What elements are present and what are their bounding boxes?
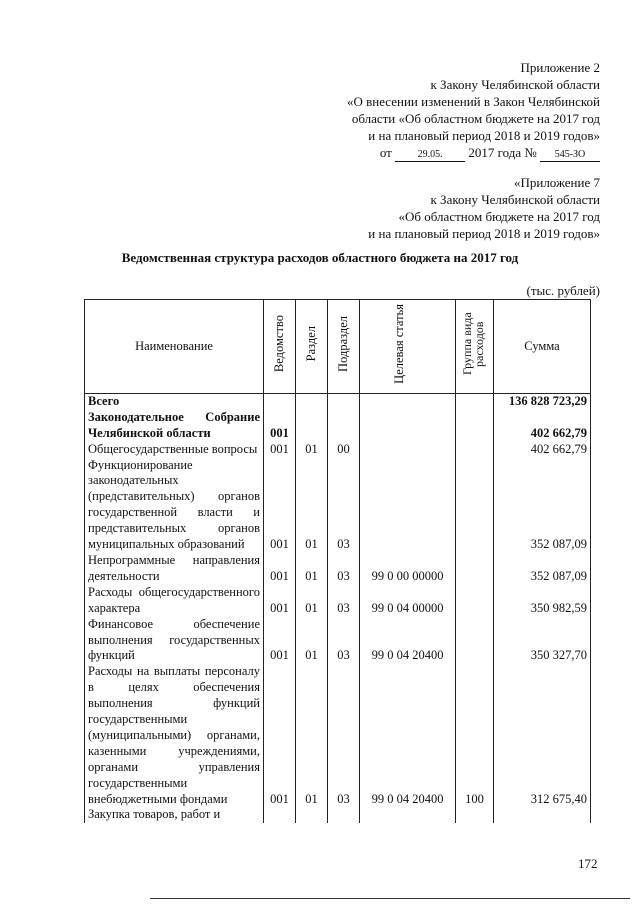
- table-row: Расходы общегосударственного характера 001 01 03 99 0 04 00000 350 982,59: [85, 585, 591, 617]
- header-line: «О внесении изменений в Закон Челябинской: [346, 94, 600, 109]
- law-date: 29.05.: [395, 149, 465, 162]
- units-label: (тыс. рублей): [526, 283, 600, 298]
- col-header-name: Наименование: [85, 300, 264, 394]
- table-row: Всего 136 828 723,29: [85, 393, 591, 409]
- header-line: и на плановый период 2018 и 2019 годов»: [368, 226, 600, 241]
- document-title: Ведомственная структура расходов областного бюджета на 2017 год: [121, 250, 519, 265]
- table-row: Закупка товаров, работ и: [85, 807, 591, 823]
- header-line: к Закону Челябинской области: [430, 77, 600, 92]
- table-row: Финансовое обеспечение выполнения государственных функций 001 01 03 99 0 04 20400 350 327,70: [85, 617, 591, 665]
- header-line: «Приложение 7: [513, 175, 600, 190]
- year-label: 2017 года №: [468, 145, 537, 160]
- col-header-target: Целевая статья: [360, 300, 456, 394]
- law-date-number-line: [347, 144, 600, 162]
- col-header-razdel: Раздел: [296, 300, 328, 394]
- budget-structure-table: [84, 299, 591, 823]
- page-number: 172: [578, 856, 598, 871]
- header-line: Приложение 2: [520, 60, 600, 75]
- header-line: области «Об областном бюджете на 2017 год: [351, 111, 600, 126]
- table-row: Функционирование законодательных (представительных) органов государственной власти и представительных органов муниципальных образований 001 01 03 352 087,09: [85, 458, 591, 553]
- from-label: от: [379, 145, 392, 160]
- col-header-group: Группа вида расходов: [456, 300, 494, 394]
- header-line: и на плановый период 2018 и 2019 годов»: [368, 128, 600, 143]
- col-header-podrazdel: Подраздел: [328, 300, 360, 394]
- col-header-sum: Сумма: [494, 300, 591, 394]
- header-line: «Об областном бюджете на 2017 год: [398, 209, 600, 224]
- bottom-rule: [150, 898, 630, 899]
- table-row: Непрограммные направления деятельности 001 01 03 99 0 00 00000 352 087,09: [85, 553, 591, 585]
- table-header-row: [85, 300, 591, 394]
- header-line: к Закону Челябинской области: [430, 192, 600, 207]
- table-row: Расходы на выплаты персоналу в целях обеспечения выполнения функций государственными (муниципальными) органами, казенными учреждениями, органами управления государственными внебюджетными фондами 001 01 03 99 0 04 20400 100 312 675,40: [85, 664, 591, 807]
- law-number: 545-ЗО: [540, 149, 600, 162]
- table-row: Законодательное Собрание Челябинской области 001 402 662,79: [85, 410, 591, 442]
- table-row: Общегосударственные вопросы 001 01 00 402 662,79: [85, 442, 591, 458]
- appendix-2-header: [347, 59, 600, 162]
- appendix-7-header: [368, 174, 600, 242]
- col-header-vedomstvo: Ведомство: [264, 300, 296, 394]
